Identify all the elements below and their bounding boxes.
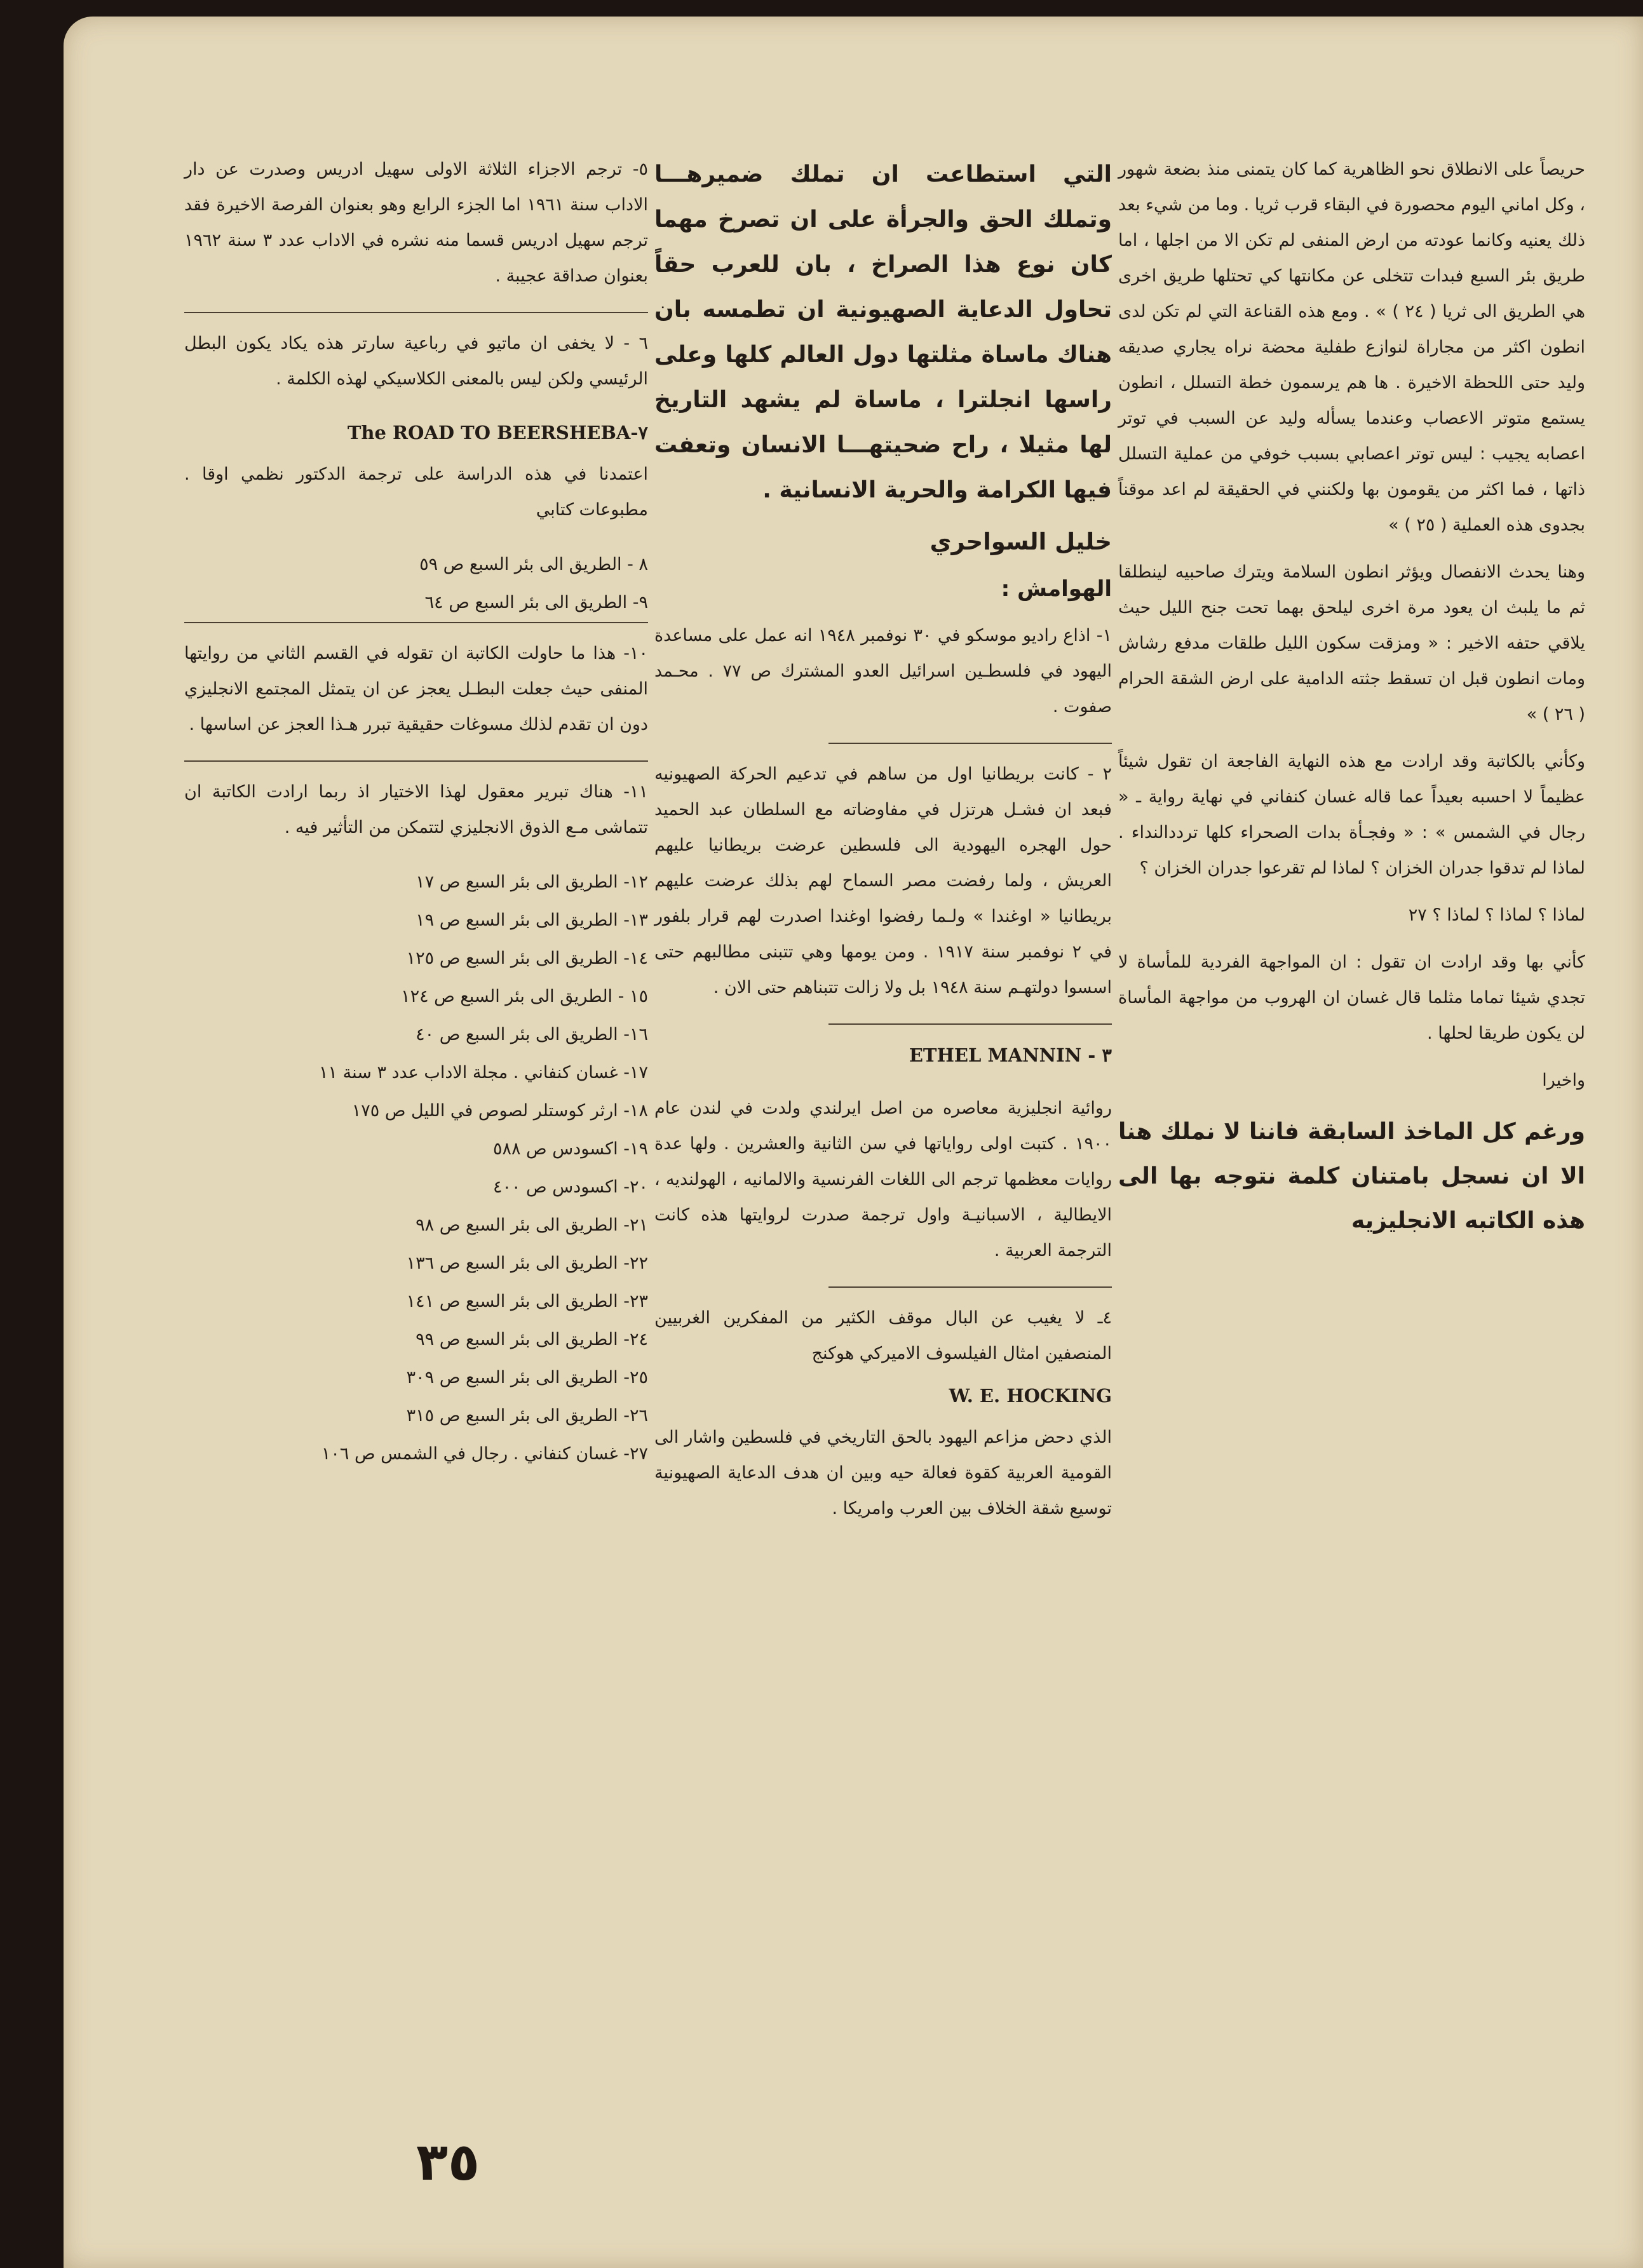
note-11: ١١- هناك تبرير معقول لهذا الاختيار اذ ربما ارادت الكاتبة ان تتماشى مـع الذوق الانجليزي لتتمكن من التأثير فيه . — [184, 782, 648, 837]
list-item: ٢٣- الطريق الى بئر السبع ص ١٤١ — [406, 1292, 648, 1311]
footnote-3-label: ETHEL MANNIN - ٣ — [909, 1044, 1112, 1066]
note-5: ٥- ترجم الاجزاء الثلاثة الاولى سهيل ادريس وصدرت عن دار الاداب سنة ١٩٦١ اما الجزء الرابع وهو بعنوان الفرصة الاخيرة فقد ترجم سهيل ادريس قسما منه نشره في الاداب عدد ٣ سنة ١٩٦٢ بعنوان صداقة عجيبة . — [184, 159, 648, 286]
list-item: ٢٥- الطريق الى بئر السبع ص ٣٠٩ — [406, 1368, 648, 1387]
list-item: ١٢- الطريق الى بئر السبع ص ١٧ — [416, 872, 648, 892]
notes-list-b — [184, 863, 648, 1473]
list-item: ١٨- ارثر كوستلر لصوص في الليل ص ١٧٥ — [351, 1101, 648, 1121]
list-item: ٢٤- الطريق الى بئر السبع ص ٩٩ — [416, 1330, 648, 1349]
footnote-1: ١- اذاع راديو موسكو في ٣٠ نوفمبر ١٩٤٨ انه عمل على مساعدة اليهود في فلسطـين اسرائيل العدو المشترك ص ٧٧ . محـمد صفوت . — [654, 626, 1112, 717]
large-conclusion-text: التي استطاعت ان تملك ضميرهـــا وتملك الحق والجرأة على ان تصرخ مهما كان نوع هذا الصراخ ، بان للعرب حقاً تحاول الدعاية الصهيونية ان تطمسه بان هناك ماساة مثلتها دول العالم كلها وعلى راسها انجلترا ، ماساة لم يشهد التاريخ لها مثيلا ، راح ضحيتهـــا الانسان وتعفت فيها الكرامة والحرية الانسانية . — [654, 161, 1112, 503]
notes-list-a — [184, 546, 648, 622]
list-item: ٢٠- اكسودس ص ٤٠٠ — [492, 1177, 648, 1197]
body-paragraph: كأني بها وقد ارادت ان تقول : ان المواجهة الفردية للمأساة لا تجدي شيئا تماما مثلما قال غسان ان الهروب من مواجهة المأساة لن يكون طريقا لحلها . — [1118, 952, 1585, 1043]
note-7: اعتمدنا في هذه الدراسة على ترجمة الدكتور نظمي اوقا . مطبوعات كتابي — [184, 464, 648, 520]
divider — [184, 312, 648, 313]
body-paragraph: وهنا يحدث الانفصال ويؤثر انطون السلامة ويترك صاحبيه لينطلقا ثم ما يلبث ان يعود مرة اخرى ليلحق بهما تحت جنح الليل حيث يلاقي حتفه الاخير : « ومزقت سكون الليل طلقات مدفع رشاش ومات انطون قبل ان تسقط جثته الدامية على ارض الشقة الحرام ( ٢٦ ) » — [1118, 562, 1585, 724]
list-item: ١٦- الطريق الى بئر السبع ص ٤٠ — [416, 1025, 648, 1044]
footnote-4-intro: ٤ـ لا يغيب عن البال موقف الكثير من المفكرين الغربيين المنصفين امثال الفيلسوف الاميركي هوكنج — [654, 1308, 1112, 1363]
footnotes-heading: الهوامش : — [1001, 576, 1112, 602]
divider — [828, 743, 1112, 744]
divider — [184, 622, 648, 623]
footnote-2: ٢ - كانت بريطانيا اول من ساهم في تدعيم الحركة الصهيونيه فبعد ان فشـل هرتزل في مفاوضاته مع السلطان عبد الحميد حول الهجره اليهودية الى فلسطين عرضت بريطانيا عليهم العريش ، ولما رفضت مصر السماح لهم بذلك عرضت عليهم بريطانيا « اوغندا » ولـما رفضوا اوغندا اصدرت لهم قرار بلفور في ٢ نوفمبر سنة ١٩١٧ . ومن يومها وهي تتبنى مطالبهم حتى اسسوا دولتهـم سنة ١٩٤٨ بل ولا زالت تتبناهم حتى الان . — [654, 764, 1112, 997]
footnote-4: الذي دحض مزاعم اليهود بالحق التاريخي في فلسطين واشار الى القومية العربية كقوة فعالة حيه وبين ان هدف الدعاية الصهيونية توسيع شقة الخلاف بين العرب وامريكا . — [654, 1428, 1112, 1518]
list-item: ٨ - الطريق الى بئر السبع ص ٥٩ — [419, 555, 648, 574]
left-column — [184, 152, 648, 1473]
list-item: ٢٧- غسان كنفاني . رجال في الشمس ص ١٠٦ — [321, 1444, 648, 1464]
footnote-4-name: W. E. HOCKING — [949, 1385, 1112, 1407]
list-item: ١٩- اكسودس ص ٥٨٨ — [492, 1139, 648, 1159]
body-paragraph: حريصاً على الانطلاق نحو الظاهرية كما كان يتمنى منذ بضعة شهور ، وكل اماني اليوم محصورة في البقاء قرب ثريا . وما من شيء بعد ذلك يعنيه وكانما عودته من ارض المنفى لم تكن الا من اجلها ، اما طريق بئر السبع فبدات تتخلى عن مكانتها كي تحتلها طريق اخرى هي الطريق الى ثريا ( ٢٤ ) » . ومع هذه القناعة التي لم تكن لدى انطون اكثر من مجاراة لنوازع طفلية محضة نراه يجاري صديقه وليد حتى اللحظة الاخيرة . ها هم يرسمون خطة التسلل ، انطون يستمع متوتر الاعصاب وعندما يسأله وليد عن السبب في توتر اعصابه يجيب : ليس توتر اعصابي بسبب خوفي من عملية التسلل ذاتها ، فما اكثر من يقومون بها ولكنني في الحقيقة لم اعد موقناً بجدوى هذه العملية ( ٢٥ ) » — [1118, 159, 1585, 535]
divider — [184, 760, 648, 762]
list-item: ١٤- الطريق الى بئر السبع ص ١٢٥ — [406, 948, 648, 968]
footnote-3: روائية انجليزية معاصره من اصل ايرلندي ولدت في لندن عام ١٩٠٠ . كتبت اولى رواياتها في سن الثانية والعشرين . ولها عدة روايات معظمها ترجم الى اللغات الفرنسية والالمانيه ، الهولنديه ، الايطالية ، الاسبانيـة واول ترجمة صدرت لروايتها هذه كانت الترجمة العربية . — [654, 1098, 1112, 1260]
body-paragraph: واخيرا — [1542, 1070, 1585, 1090]
list-item: ٢٢- الطريق الى بئر السبع ص ١٣٦ — [406, 1253, 648, 1273]
author-signature: خليل السواحري — [930, 528, 1112, 555]
note-7-label: The ROAD TO BEERSHEBA-٧ — [347, 422, 648, 443]
page-number: ٣٥ — [416, 2132, 480, 2192]
right-column — [1118, 152, 1585, 1255]
list-item: ٩- الطريق الى بئر السبع ص ٦٤ — [424, 593, 648, 612]
magazine-page — [64, 17, 1643, 2268]
list-item: ١٥ - الطريق الى بئر السبع ص ١٢٤ — [401, 987, 648, 1006]
body-paragraph: لماذا ؟ لماذا ؟ لماذا ؟ ٢٧ — [1408, 905, 1585, 925]
list-item: ١٧- غسان كنفاني . مجلة الاداب عدد ٣ سنة ١١ — [319, 1063, 648, 1083]
middle-column — [654, 152, 1112, 1544]
note-10: ١٠- هذا ما حاولت الكاتبة ان تقوله في القسم الثاني من روايتها المنفى حيث جعلت البطـل يعجز عن ان يتمثل المجتمع الانجليزي دون ان تقدم لذلك مسوغات حقيقية تبرر هـذا العجز عن اساسها . — [184, 644, 648, 734]
list-item: ٢٦- الطريق الى بئر السبع ص ٣١٥ — [406, 1406, 648, 1426]
body-paragraph: وكأني بالكاتبة وقد ارادت مع هذه النهاية الفاجعة ان تقول شيئاً عظيماً لا احسبه بعيداً عما قاله غسان كنفاني في نهاية رواية ـ « رجال في الشمس » : « وفجـأة بدات الصحراء كلها ترددالنداء . لماذا لم تدقوا جدران الخزان ؟ لماذا لم تقرعوا جدران الخزان ؟ — [1118, 752, 1585, 878]
divider — [828, 1286, 1112, 1288]
list-item: ١٣- الطريق الى بئر السبع ص ١٩ — [416, 910, 648, 930]
list-item: ٢١- الطريق الى بئر السبع ص ٩٨ — [416, 1215, 648, 1235]
note-6: ٦ - لا يخفى ان ماتيو في رباعية سارتر هذه يكاد يكون البطل الرئيسي ولكن ليس بالمعنى الكلاسيكي لهذه الكلمة . — [184, 334, 648, 389]
closing-bold-text: ورغم كل الماخذ السابقة فاننا لا نملك هنا الا ان نسجل بامتنان كلمة نتوجه بها الى هذه الكاتبه الانجليزيه — [1118, 1119, 1585, 1234]
divider — [828, 1023, 1112, 1025]
